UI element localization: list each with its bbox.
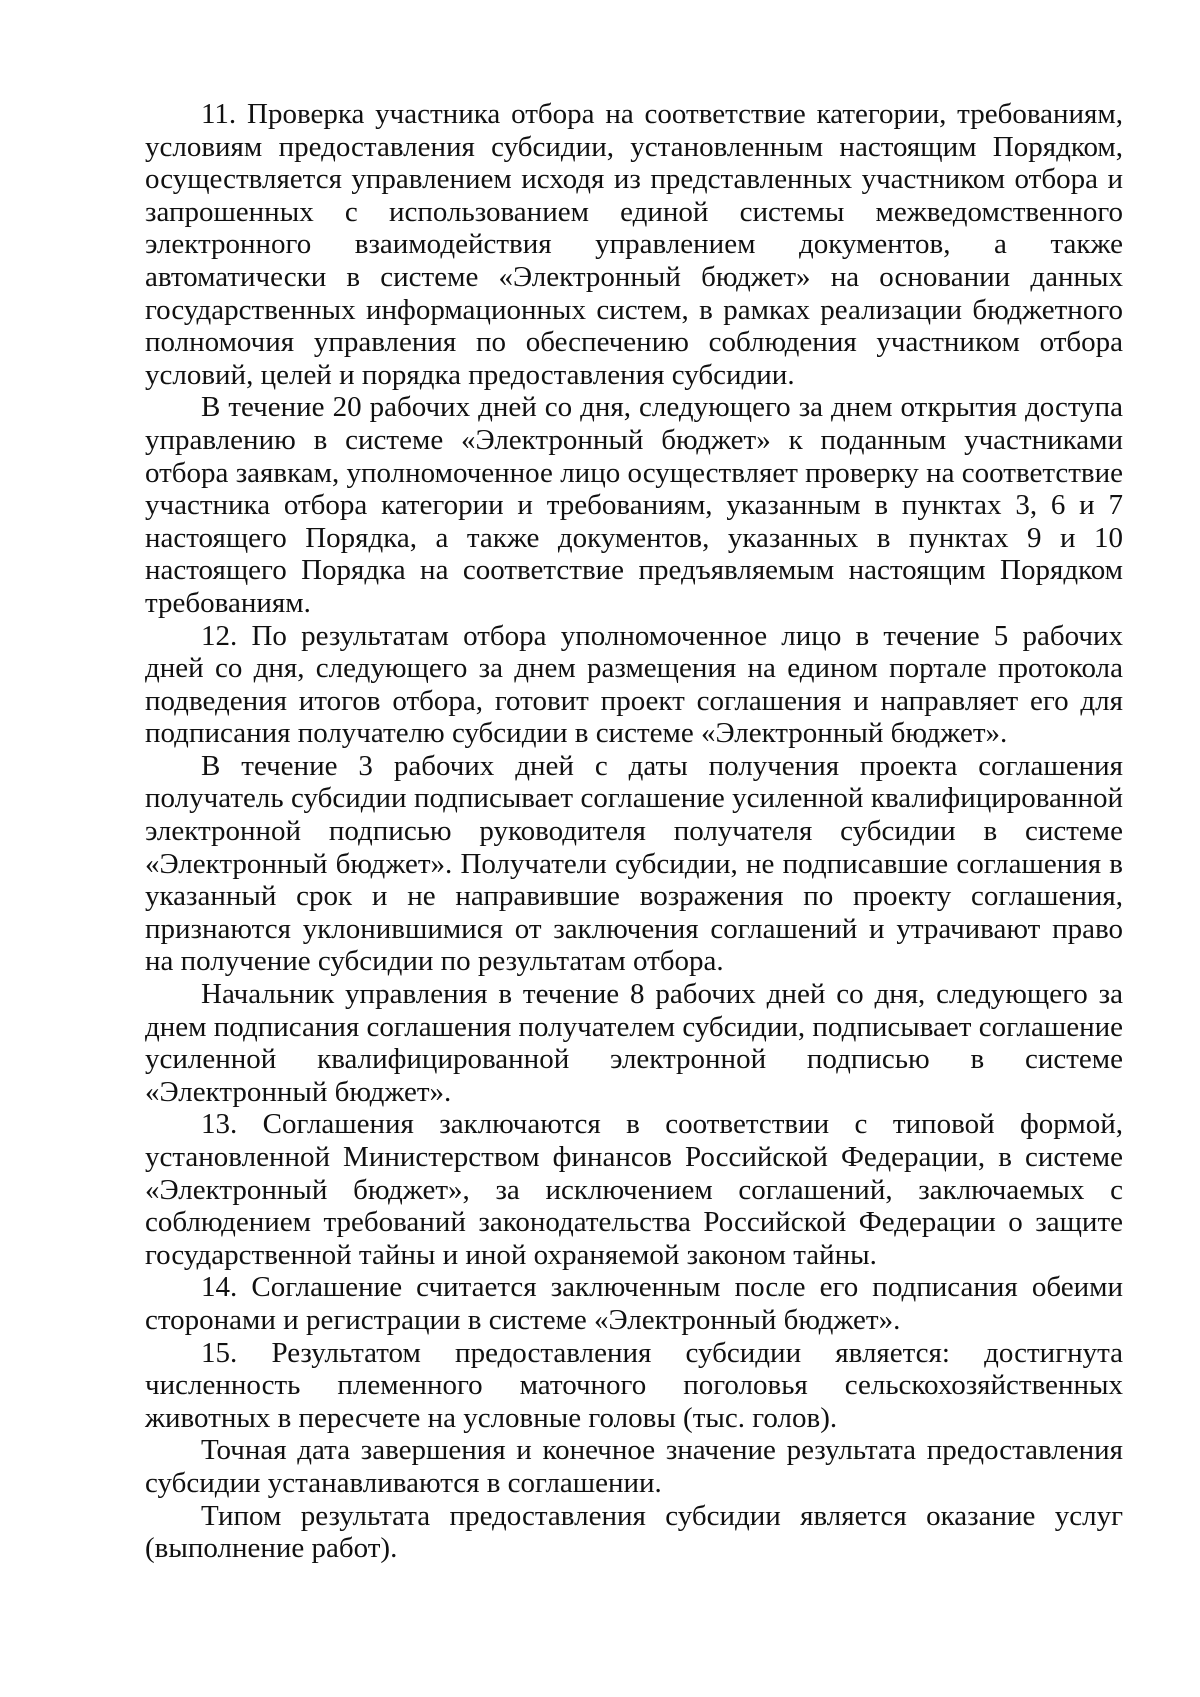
paragraph-result-date: Точная дата завершения и конечное значение результата предоставления субсидии устанавливаются в соглашении. bbox=[145, 1434, 1123, 1499]
paragraph-recipient-signing: В течение 3 рабочих дней с даты получения проекта соглашения получатель субсидии подписывает соглашение усиленной квалифицированной электронной подписью руководителя получателя субсидии в системе «Электронный бюджет». Получатели субсидии, не подписавшие соглашения в указанный срок и не направившие возражения по проекту соглашения, признаются уклонившимися от заключения соглашений и утрачивают право на получение субсидии по результатам отбора. bbox=[145, 749, 1123, 978]
paragraph-result-type: Типом результата предоставления субсидии является оказание услуг (выполнение работ). bbox=[145, 1499, 1123, 1565]
paragraph-13-agreement-form: 13. Соглашения заключаются в соответствии с типовой формой, установленной Министерством финансов Российской Федерации, в системе «Электронный бюджет», за исключением соглашений, заключаемых с соблюдением требований законодательства Российской Федерации о защите государственной тайны и иной охраняемой законом тайны. bbox=[145, 1108, 1123, 1271]
paragraph-15-subsidy-result: 15. Результатом предоставления субсидии является: достигнута численность племенного маточного поголовья сельскохозяйственных животных в пересчете на условные головы (тыс. голов). bbox=[145, 1336, 1123, 1434]
paragraph-12-agreement-draft: 12. По результатам отбора уполномоченное лицо в течение 5 рабочих дней со дня, следующего за днем размещения на едином портале протокола подведения итогов отбора, готовит проект соглашения и направляет его для подписания получателю субсидии в системе «Электронный бюджет». bbox=[145, 619, 1123, 750]
paragraph-head-signing: Начальник управления в течение 8 рабочих дней со дня, следующего за днем подписания соглашения получателем субсидии, подписывает соглашение усиленной квалифицированной электронной подписью в системе «Электронный бюджет». bbox=[145, 978, 1123, 1108]
paragraph-14-agreement-concluded: 14. Соглашение считается заключенным после его подписания обеими сторонами и регистрации в системе «Электронный бюджет». bbox=[145, 1271, 1123, 1336]
paragraph-11-verification: 11. Проверка участника отбора на соответствие категории, требованиям, условиям предоставления субсидии, установленным настоящим Порядком, осуществляется управлением исходя из представленных участником отбора и запрошенных с использованием единой системы межведомственного электронного взаимодействия управлением документов, а также автоматически в системе «Электронный бюджет» на основании данных государственных информационных систем, в рамках реализации бюджетного полномочия управления по обеспечению соблюдения участником отбора условий, целей и порядка предоставления субсидии. bbox=[145, 98, 1123, 391]
document-page bbox=[145, 98, 1123, 1565]
paragraph-verification-period: В течение 20 рабочих дней со дня, следующего за днем открытия доступа управлению в системе «Электронный бюджет» к поданным участниками отбора заявкам, уполномоченное лицо осуществляет проверку на соответствие участника отбора категории и требованиям, указанным в пунктах 3, 6 и 7 настоящего Порядка, а также документов, указанных в пунктах 9 и 10 настоящего Порядка на соответствие предъявляемым настоящим Порядком требованиям. bbox=[145, 391, 1123, 619]
